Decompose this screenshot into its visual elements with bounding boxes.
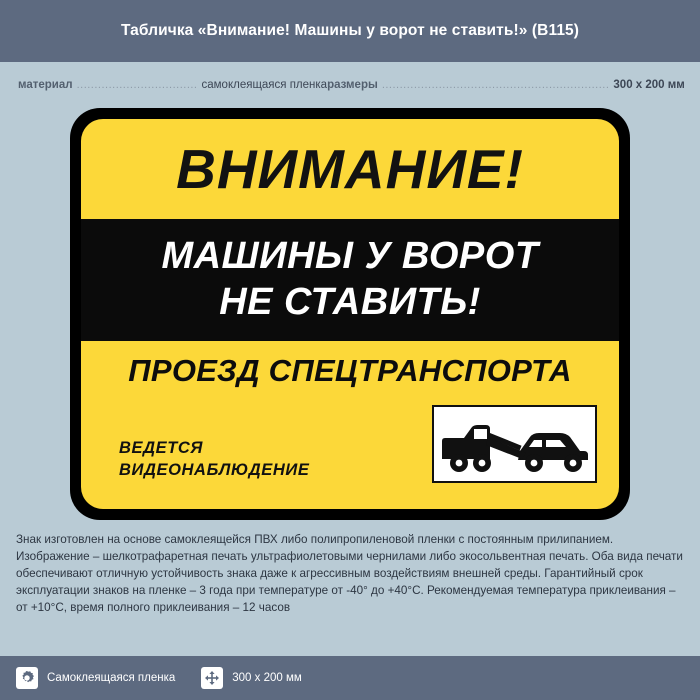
spec-size-label: размеры xyxy=(327,79,378,91)
header-bar xyxy=(0,0,700,62)
description-text: Знак изготовлен на основе самоклеящейся ПВХ либо полипропиленовой пленки с постоянным прилипанием. Изображение – шелкотрафаретная печать ультрафиолетовыми чернилами либо экосольвентная печать. Оба вида печати обеспечивают отличную устойчивость знака даже к агрессивным воздействиям внешней среды. Гарантийный срок эксплуатации знаков на пленке – 3 года при температуре от -40° до +40°С. Рекомендуемая температура приклеивания – от +10°С, время полного приклеивания – 12 часов xyxy=(16,533,683,614)
spec-material-dots: .................................. xyxy=(76,79,198,91)
spec-size-value: 300 x 200 мм xyxy=(613,79,685,91)
sign-banner-line2: НЕ СТАВИТЬ! xyxy=(219,281,481,323)
footer-bar xyxy=(0,656,700,700)
spec-line xyxy=(0,62,700,108)
sign-border xyxy=(70,108,630,520)
spec-material-label: материал xyxy=(18,79,73,91)
spec-size xyxy=(327,79,685,91)
footer-material xyxy=(16,667,175,689)
sign-attention-text: ВНИМАНИЕ! xyxy=(176,137,524,200)
footer-material-label: Самоклеящаяся пленка xyxy=(47,672,176,684)
sign-attention-row xyxy=(81,119,619,219)
spec-material xyxy=(18,79,327,91)
sign-banner xyxy=(81,219,619,341)
sign-banner-line1: МАШИНЫ У ВОРОТ xyxy=(161,235,539,278)
tow-truck-icon xyxy=(432,405,597,483)
resize-arrows-icon xyxy=(201,667,223,689)
footer-size xyxy=(201,667,302,689)
sign-bottom-row xyxy=(81,401,619,509)
spec-size-dots: ................................................................ xyxy=(381,79,610,91)
gear-icon xyxy=(16,667,38,689)
sign-transit-row xyxy=(81,341,619,401)
sign-face xyxy=(81,119,619,509)
footer-size-label: 300 x 200 мм xyxy=(232,672,302,684)
sign-video-line2: ВИДЕОНАБЛЮДЕНИЕ xyxy=(119,461,310,480)
sign-transit-text: ПРОЕЗД СПЕЦТРАНСПОРТА xyxy=(128,353,572,388)
sign-video-text xyxy=(119,437,310,482)
sign-preview xyxy=(0,108,700,526)
page-title: Табличка «Внимание! Машины у ворот не ставить!» (B115) xyxy=(120,22,580,39)
sign-video-line1: ВЕДЕТСЯ xyxy=(119,439,204,457)
spec-material-value: самоклеящаяся пленка xyxy=(201,79,328,91)
